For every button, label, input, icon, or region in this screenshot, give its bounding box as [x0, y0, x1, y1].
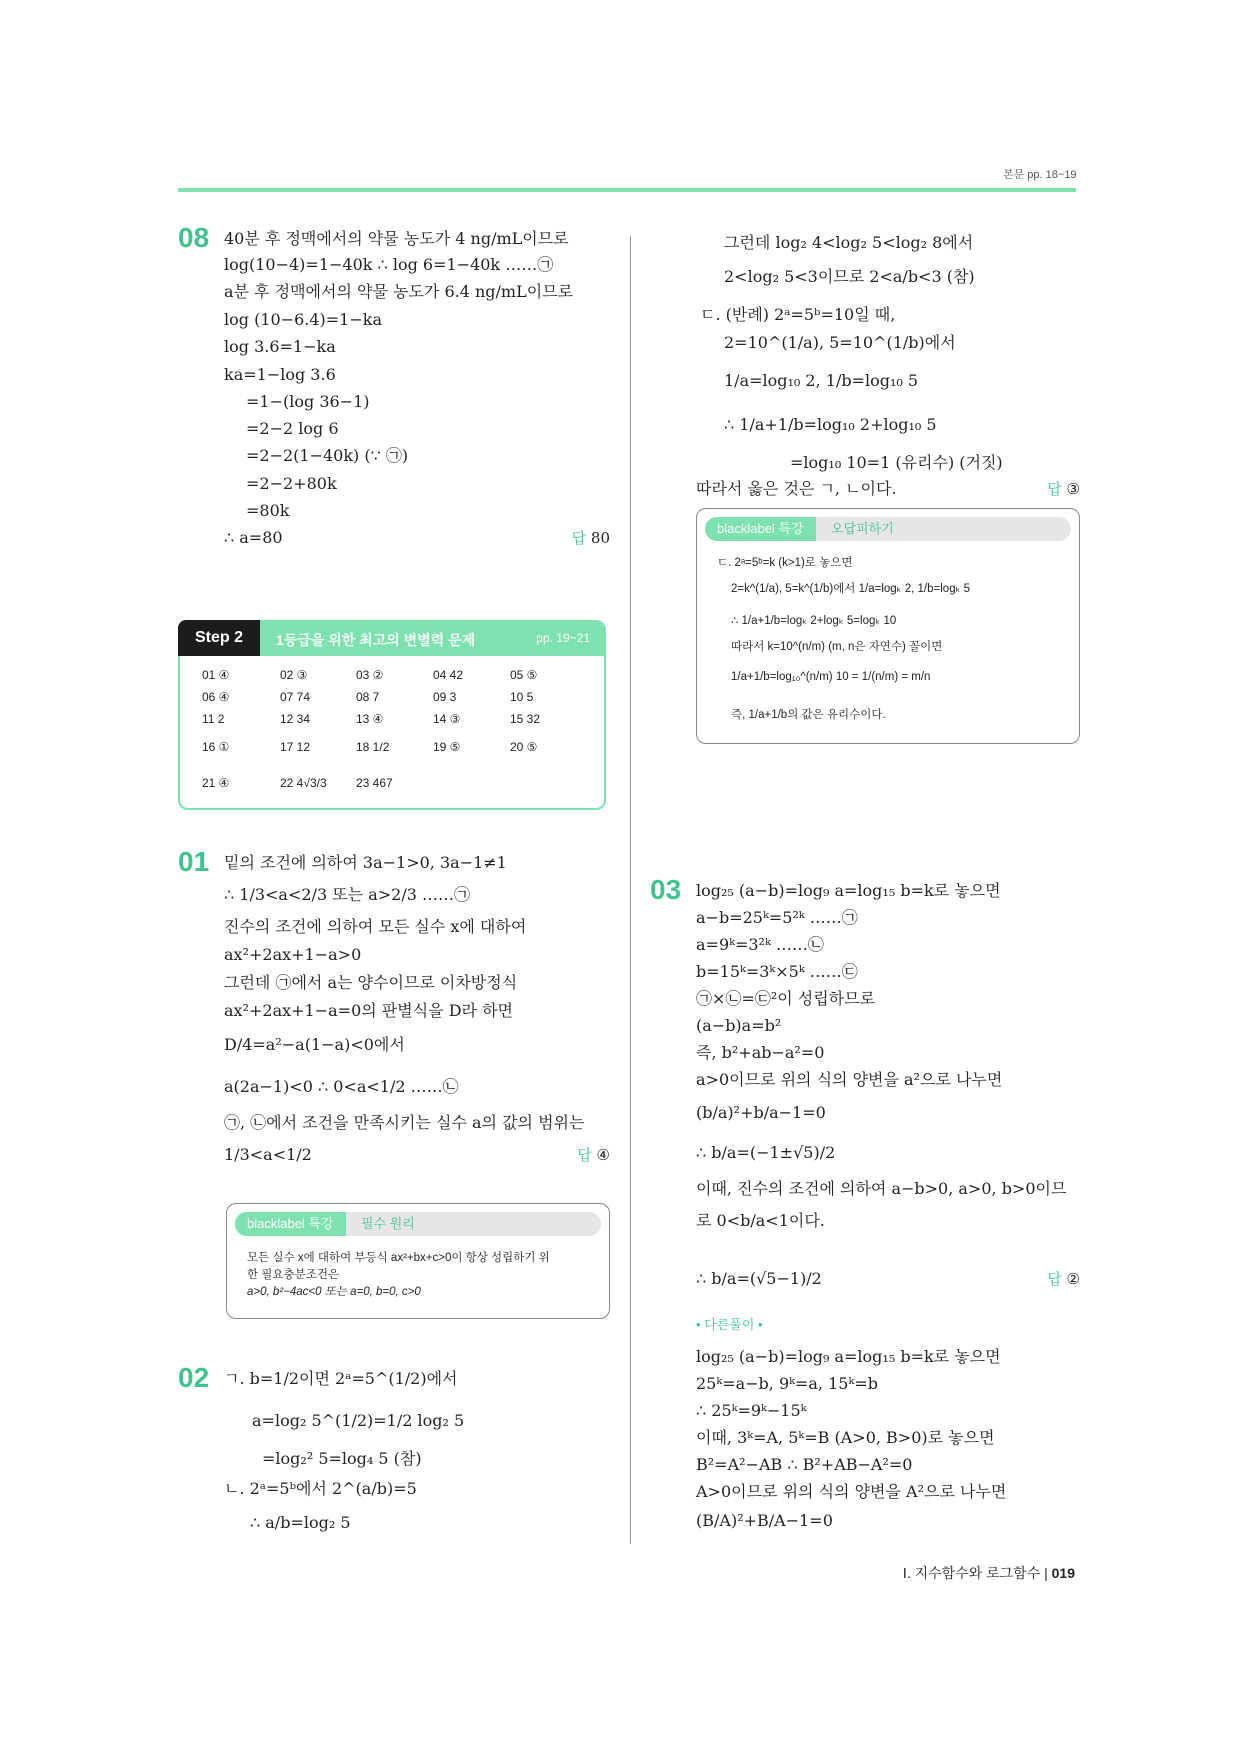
solution-line: =2−2 log 6 — [246, 419, 339, 438]
problem-number: 08 — [178, 222, 210, 253]
solution-line: log₂₅ (a−b)=log₉ a=log₁₅ b=k로 놓으면 — [696, 1347, 1001, 1366]
tip-subtitle: 오답피하기 — [831, 521, 894, 536]
solution-line: ∴ a=80 — [224, 528, 283, 547]
tip-bar — [705, 517, 1071, 541]
solution-line: ax²+2ax+1−a>0 — [224, 945, 362, 964]
solution-line: ㄴ. 2ᵃ=5ᵇ에서 2^(a/b)=5 — [224, 1479, 417, 1498]
solution-line: =log₁₀ 10=1 (유리수) (거짓) — [790, 453, 1003, 472]
tip-line: a>0, b²−4ac<0 또는 a=0, b=0, c>0 — [247, 1286, 421, 1298]
answer-key-item: 12 34 — [280, 712, 311, 726]
solution-line: (a−b)a=b² — [696, 1016, 782, 1035]
solution-line: 이때, 3ᵏ=A, 5ᵏ=B (A>0, B>0)로 놓으면 — [696, 1428, 995, 1447]
tip-line: ∴ 1/a+1/b=logₖ 2+logₖ 5=logₖ 10 — [731, 615, 897, 627]
problem-number: 01 — [178, 846, 210, 877]
solution-line: a=log₂ 5^(1/2)=1/2 log₂ 5 — [252, 1411, 465, 1430]
page-number: 019 — [1051, 1565, 1075, 1581]
step2-label: Step 2 — [178, 620, 260, 656]
solution-line: ∴ 1/3<a<2/3 또는 a>2/3 ……㉠ — [224, 885, 470, 904]
answer-key-item: 23 467 — [356, 776, 393, 790]
solution-line: 그런데 log₂ 4<log₂ 5<log₂ 8에서 — [724, 233, 974, 252]
solution-line: A>0이므로 위의 식의 양변을 A²으로 나누면 — [696, 1482, 1007, 1501]
solution-line: a(2a−1)<0 ∴ 0<a<1/2 ……㉡ — [224, 1077, 459, 1096]
solution-line: 따라서 옳은 것은 ㄱ, ㄴ이다. — [696, 479, 897, 498]
answer: 답 ② — [1047, 1270, 1080, 1288]
tip-line: ㄷ. 2ᵃ=5ᵇ=k (k>1)로 놓으면 — [717, 557, 853, 569]
tip-line: 한 필요충분조건은 — [247, 1269, 340, 1281]
tip-line: 모든 실수 x에 대하여 부등식 ax²+bx+c>0이 항상 성립하기 위 — [247, 1252, 550, 1264]
solution-line: 그런데 ㉠에서 a는 양수이므로 이차방정식 — [224, 973, 518, 992]
answer-key-item: 21 ④ — [202, 776, 230, 790]
problem-number: 02 — [178, 1362, 210, 1393]
solution-line: 25ᵏ=a−b, 9ᵏ=a, 15ᵏ=b — [696, 1374, 878, 1393]
answer-key-item: 13 ④ — [356, 712, 384, 726]
solution-line: 40분 후 정맥에서의 약물 농도가 4 ng/mL이므로 — [224, 229, 569, 248]
solution-line: b=15ᵏ=3ᵏ×5ᵏ ……㉢ — [696, 962, 858, 981]
alt-solution-title: • 다른풀이 • — [696, 1317, 763, 1332]
solution-line: 2<log₂ 5<3이므로 2<a/b<3 (참) — [724, 267, 975, 286]
solution-line: a분 후 정맥에서의 약물 농도가 6.4 ng/mL이므로 — [224, 282, 574, 301]
answer-key-item: 10 5 — [510, 690, 534, 704]
solution-line: 이때, 진수의 조건에 의하여 a−b>0, a>0, b>0이므 — [696, 1179, 1067, 1198]
solution-line: =80k — [246, 501, 290, 520]
answer: 답 80 — [571, 529, 610, 547]
solution-line: =log₂² 5=log₄ 5 (참) — [262, 1449, 422, 1468]
solution-line: ax²+2ax+1−a=0의 판별식을 D라 하면 — [224, 1001, 513, 1020]
page-footer: Ⅰ. 지수함수와 로그함수 | 019 — [902, 1565, 1075, 1581]
answer-key-item: 22 4√3/3 — [280, 776, 327, 790]
tip-bar — [235, 1212, 601, 1236]
page-reference: 본문 pp. 18~19 — [1003, 169, 1077, 181]
tip-label: blacklabel 특강 — [705, 517, 816, 541]
solution-line: (b/a)²+b/a−1=0 — [696, 1103, 826, 1122]
solution-line: 밑의 조건에 의하여 3a−1>0, 3a−1≠1 — [224, 853, 507, 872]
answer-key-item: 16 ① — [202, 740, 230, 754]
solution-line: 2=10^(1/a), 5=10^(1/b)에서 — [724, 333, 956, 352]
answer: 답 ④ — [577, 1146, 610, 1164]
answer-key-item: 07 74 — [280, 690, 311, 704]
blacklabel-tip-box — [226, 1203, 610, 1319]
solution-line: a>0이므로 위의 식의 양변을 a²으로 나누면 — [696, 1070, 1003, 1089]
tip-line: 즉, 1/a+1/b의 값은 유리수이다. — [731, 709, 886, 721]
answer-key-item: 15 32 — [510, 712, 541, 726]
solution-line: ∴ 1/a+1/b=log₁₀ 2+log₁₀ 5 — [724, 415, 937, 434]
answer-key-item: 04 42 — [433, 668, 464, 682]
footer-chapter: Ⅰ. 지수함수와 로그함수 — [902, 1565, 1041, 1581]
solution-line: 즉, b²+ab−a²=0 — [696, 1043, 825, 1062]
answer-key-item: 06 ④ — [202, 690, 230, 704]
solution-line: =2−2+80k — [246, 474, 337, 493]
solution-line: 1/3<a<1/2 — [224, 1145, 312, 1164]
answer: 답 ③ — [1047, 480, 1080, 498]
solution-line: log 3.6=1−ka — [224, 337, 336, 356]
solution-line: 로 0<b/a<1이다. — [696, 1211, 825, 1230]
solution-line: ∴ b/a=(√5−1)/2 — [696, 1269, 822, 1288]
solution-line: log(10−4)=1−40k ∴ log 6=1−40k ……㉠ — [224, 255, 554, 274]
solution-line: ∴ a/b=log₂ 5 — [250, 1513, 351, 1532]
solution-line: ㉠, ㉡에서 조건을 만족시키는 실수 a의 값의 범위는 — [224, 1113, 585, 1132]
top-rule — [178, 188, 1076, 192]
answer-key-item: 08 7 — [356, 690, 380, 704]
tip-line: 1/a+1/b=log₁₀^(n/m) 10 = 1/(n/m) = m/n — [731, 671, 931, 683]
answer-key-item: 05 ⑤ — [510, 668, 538, 682]
answer-key-item: 20 ⑤ — [510, 740, 538, 754]
solution-line: (B/A)²+B/A−1=0 — [696, 1511, 833, 1530]
solution-line: ∴ 25ᵏ=9ᵏ−15ᵏ — [696, 1401, 807, 1420]
tip-label: blacklabel 특강 — [235, 1212, 346, 1236]
step2-answer-box — [178, 620, 606, 810]
solution-line: D/4=a²−a(1−a)<0에서 — [224, 1035, 405, 1054]
solution-line: =1−(log 36−1) — [246, 392, 370, 411]
answer-key-item: 02 ③ — [280, 668, 308, 682]
answer-key-item: 19 ⑤ — [433, 740, 461, 754]
answer-key-item: 01 ④ — [202, 668, 230, 682]
column-divider — [630, 236, 631, 1544]
problem-number: 03 — [650, 874, 682, 905]
solution-line: log₂₅ (a−b)=log₉ a=log₁₅ b=k로 놓으면 — [696, 881, 1001, 900]
solution-line: 진수의 조건에 의하여 모든 실수 x에 대하여 — [224, 917, 527, 936]
blacklabel-tip-box — [696, 508, 1080, 744]
solution-line: ㄱ. b=1/2이면 2ᵃ=5^(1/2)에서 — [224, 1369, 458, 1388]
solution-line: ㉠×㉡=㉢²이 성립하므로 — [696, 989, 876, 1008]
step2-header — [180, 622, 604, 656]
solution-line: ∴ b/a=(−1±√5)/2 — [696, 1143, 836, 1162]
solution-line: =2−2(1−40k) (∵ ㉠) — [246, 446, 409, 465]
solution-line: ka=1−log 3.6 — [224, 365, 336, 384]
solution-line: a−b=25ᵏ=5²ᵏ ……㉠ — [696, 908, 858, 927]
answer-key-item: 03 ② — [356, 668, 384, 682]
solution-line: ㄷ. (반례) 2ᵃ=5ᵇ=10일 때, — [700, 305, 896, 324]
tip-line: 2=k^(1/a), 5=k^(1/b)에서 1/a=logₖ 2, 1/b=logₖ 5 — [731, 583, 971, 595]
answer-key-item: 17 12 — [280, 740, 311, 754]
step2-title: 1등급을 위한 최고의 변별력 문제 — [276, 632, 476, 648]
solution-line: a=9ᵏ=3²ᵏ ……㉡ — [696, 935, 824, 954]
answer-key-item: 11 2 — [202, 712, 225, 726]
solution-line: B²=A²−AB ∴ B²+AB−A²=0 — [696, 1455, 913, 1474]
answer-key-item: 09 3 — [433, 690, 457, 704]
tip-subtitle: 필수 원리 — [361, 1216, 415, 1231]
tip-line: 따라서 k=10^(n/m) (m, n은 자연수) 꼴이면 — [731, 641, 943, 653]
solution-line: 1/a=log₁₀ 2, 1/b=log₁₀ 5 — [724, 371, 919, 390]
answer-key-item: 14 ③ — [433, 712, 461, 726]
answer-key-item: 18 1/2 — [356, 740, 390, 754]
step2-pages: pp. 19~21 — [536, 631, 590, 645]
solution-line: log (10−6.4)=1−ka — [224, 310, 382, 329]
